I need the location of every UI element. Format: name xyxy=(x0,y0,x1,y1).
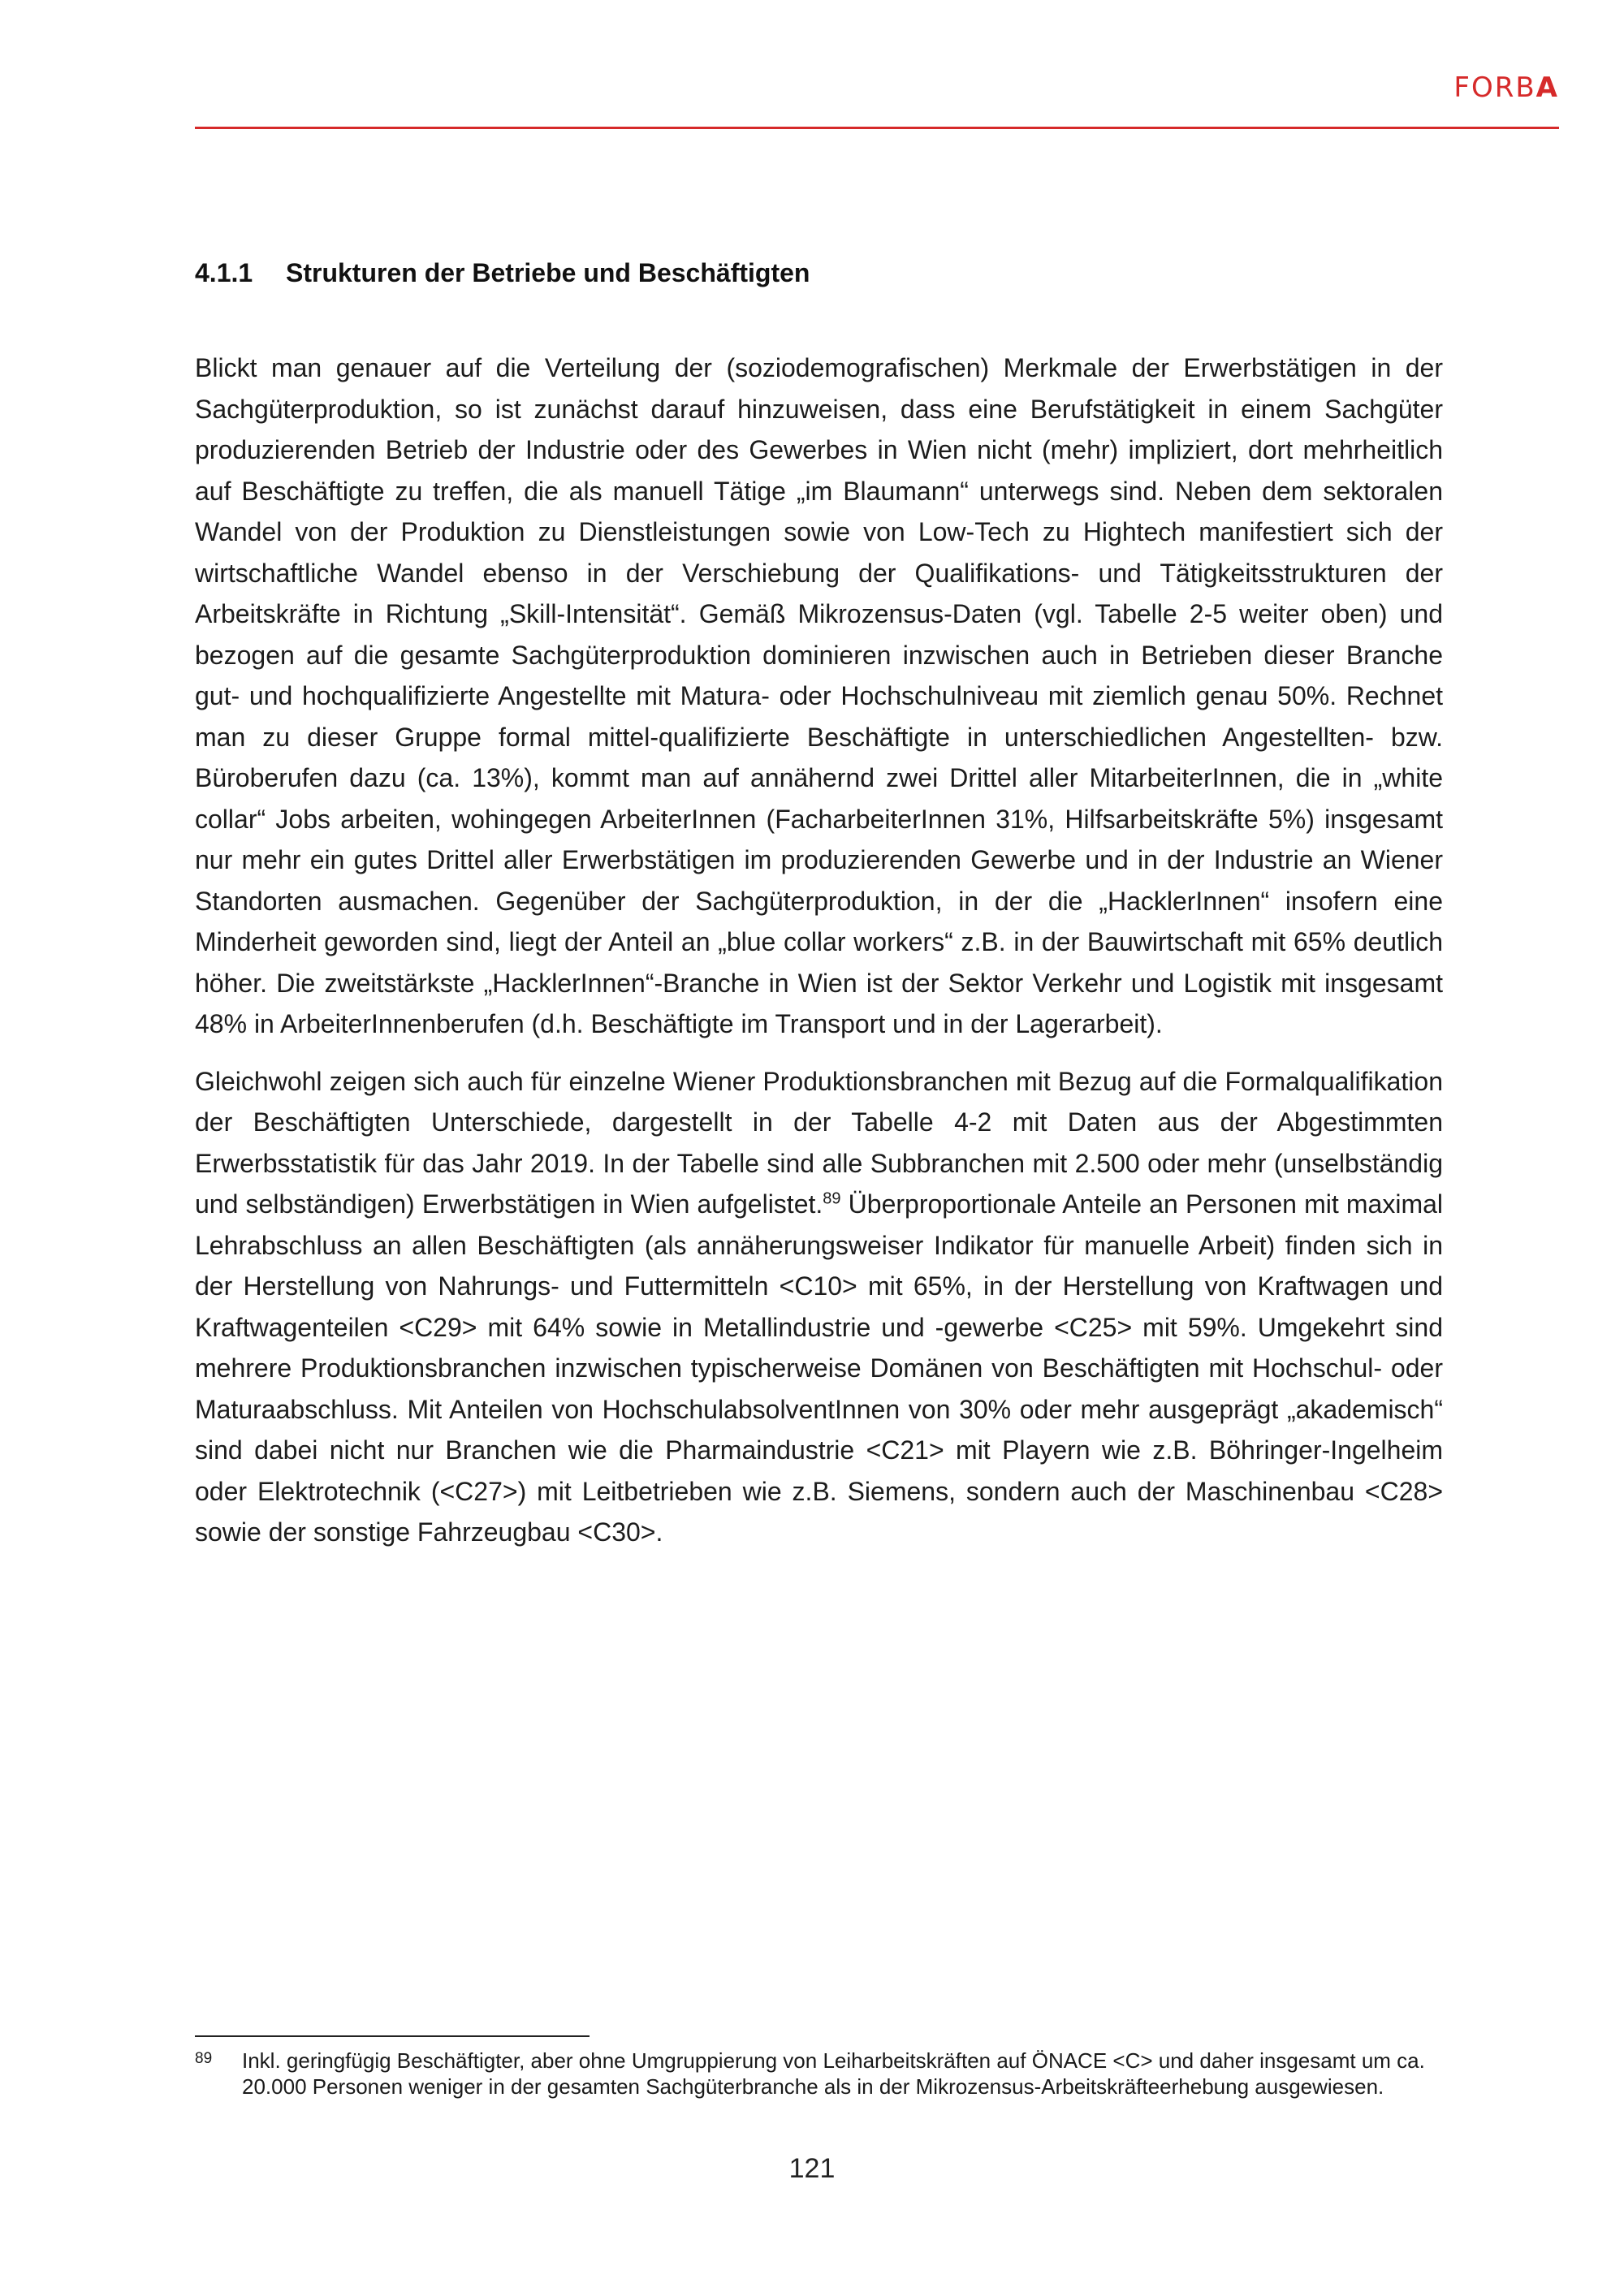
logo-text-regular: FORB xyxy=(1453,71,1536,104)
page-number: 121 xyxy=(788,2153,836,2184)
section-number: 4.1.1 xyxy=(195,258,253,287)
section-heading xyxy=(195,258,810,288)
footnote-reference[interactable]: 89 xyxy=(823,1189,841,1208)
paragraph-1: Blickt man genauer auf die Verteilung der (soziodemografischen) Merkmale der Erwerbstätigen in der Sachgüterproduktion, so ist zunächst darauf hinzuweisen, dass eine Berufstätigkeit in einem Sachgüter produzierenden Betrieb der Industrie oder des Gewerbes in Wien nicht (mehr) impliziert, dort mehrheitlich auf Beschäftigte zu treffen, die als manuell Tätige „im Blaumann“ unterwegs sind. Neben dem sektoralen Wandel von der Produktion zu Dienstleistungen sowie von Low-Tech zu Hightech manifestiert sich der wirtschaftliche Wandel ebenso in der Verschiebung der Qualifikations- und Tätigkeitsstrukturen der Arbeitskräfte in Richtung „Skill-Intensität“. Gemäß Mikrozensus-Daten (vgl. Tabelle 2-5 weiter oben) und bezogen auf die gesamte Sachgüterproduktion dominieren inzwischen auch in Betrieben dieser Branche gut- und hochqualifizierte Angestellte mit Matura- oder Hochschulniveau mit ziemlich genau 50%. Rechnet man zu dieser Gruppe formal mittel-qualifizierte Beschäftigte in unterschiedlichen Angestellten- bzw. Büroberufen dazu (ca. 13%), kommt man auf annähernd zwei Drittel aller MitarbeiterInnen, die in „white collar“ Jobs arbeiten, wohingegen ArbeiterInnen (FacharbeiterInnen 31%, Hilfsarbeitskräfte 5%) insgesamt nur mehr ein gutes Drittel aller Erwerbstätigen im produzierenden Gewerbe und in der Industrie an Wiener Standorten ausmachen. Gegenüber der Sachgüterproduktion, in der die „HacklerInnen“ insofern eine Minderheit geworden sind, liegt der Anteil an „blue collar workers“ z.B. in der Bauwirtschaft mit 65% deutlich höher. Die zweitstärkste „HacklerInnen“-Branche in Wien ist der Sektor Verkehr und Logistik mit insgesamt 48% in ArbeiterInnenberufen (d.h. Beschäftigte im Transport und in der Lagerarbeit). xyxy=(195,353,1443,1038)
paragraph-2 xyxy=(195,1061,1443,1553)
footnote-text: Inkl. geringfügig Beschäftigter, aber ohne Umgruppierung von Leiharbeitskräften auf ÖNACE <C> und daher insgesamt um ca. 20.000 Personen weniger in der gesamten Sachgüterbranche als in der Mikrozensus-Arbeitskräfteerhebung ausgewiesen. xyxy=(242,2048,1425,2099)
paragraph-2-part-2: Überproportionale Anteile an Personen mit maximal Lehrabschluss an allen Beschäftigten (als annäherungsweiser Indikator für manuelle Arbeit) finden sich in der Herstellung von Nahrungs- und Futtermitteln <C10> mit 65%, in der Herstellung von Kraftwagen und Kraftwagenteilen <C29> mit 64% sowie in Metallindustrie und -gewerbe <C25> mit 59%. Umgekehrt sind mehrere Produktionsbranchen inzwischen typischerweise Domänen von Beschäftigten mit Hochschul- oder Maturaabschluss. Mit Anteilen von HochschulabsolventInnen von 30% oder mehr ausgeprägt „akademisch“ sind dabei nicht nur Branchen wie die Pharmaindustrie <C21> mit Playern wie z.B. Böhringer-Ingelheim oder Elektrotechnik (<C27>) mit Leitbetrieben wie z.B. Siemens, sondern auch der Maschinenbau <C28> sowie der sonstige Fahrzeugbau <C30>. xyxy=(195,1189,1444,1547)
logo-text-bold: A xyxy=(1535,71,1559,104)
footnote-number: 89 xyxy=(195,2050,213,2067)
footnote xyxy=(195,2048,1445,2100)
header-divider xyxy=(195,127,1559,129)
section-title: Strukturen der Betriebe und Beschäftigten xyxy=(286,258,810,287)
footnote-divider xyxy=(195,2035,590,2037)
forba-logo xyxy=(1453,71,1559,104)
body-text xyxy=(195,347,1443,1569)
paragraph-2-part-1: Gleichwohl zeigen sich auch für einzelne Wiener Produktionsbranchen mit Bezug auf die Formalqualifikation der Beschäftigten Unterschiede, dargestellt in der Tabelle 4-2 mit Daten aus der Abgestimmten Erwerbsstatistik für das Jahr 2019. In der Tabelle sind alle Subbranchen mit 2.500 oder mehr (unselbständig und selbständigen) Erwerbstätigen in Wien aufgelistet. xyxy=(195,1066,1443,1219)
